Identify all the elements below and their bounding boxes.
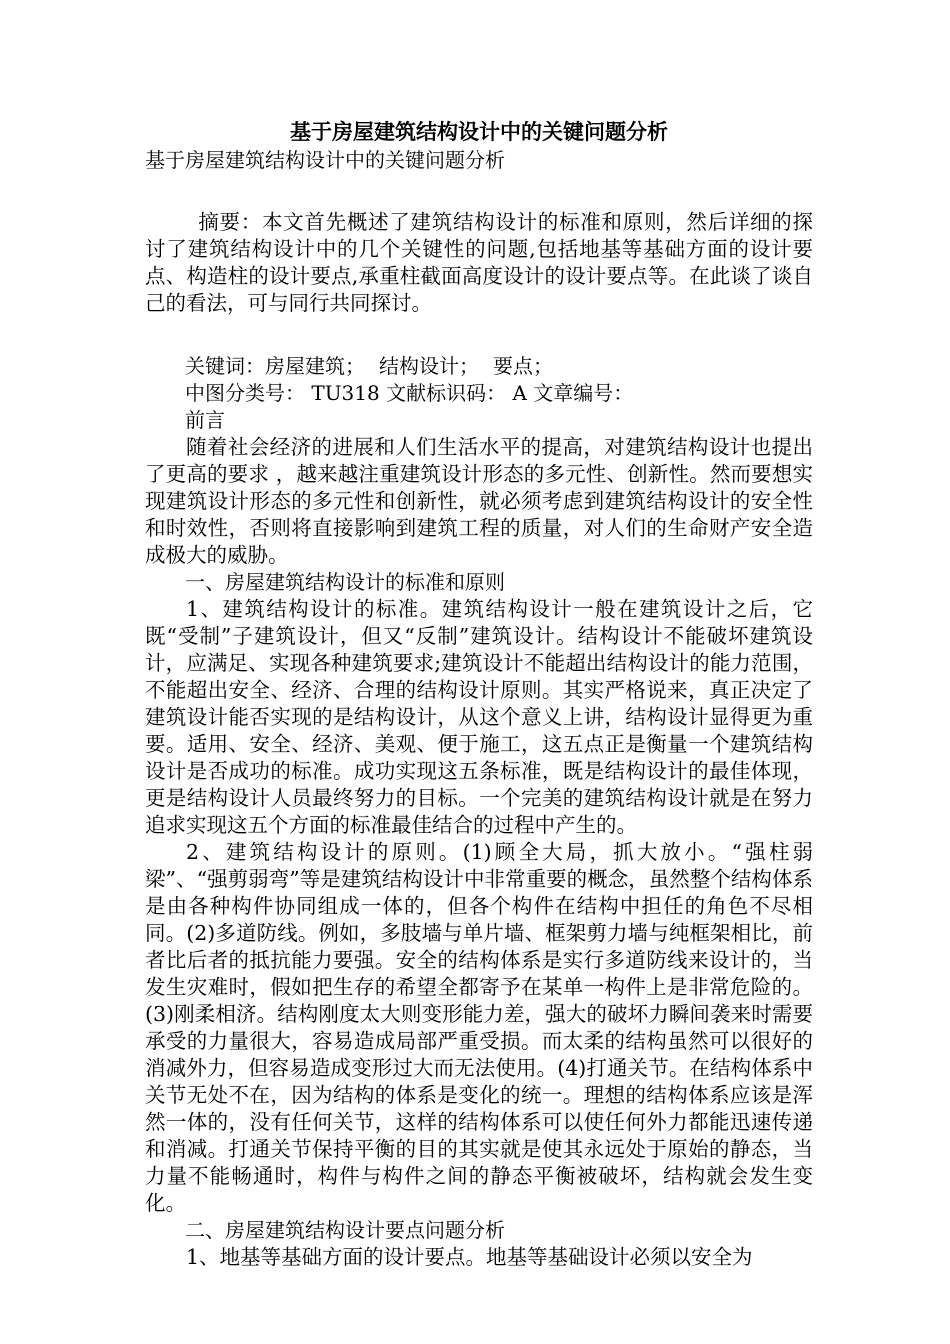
spacer — [145, 174, 813, 209]
section-heading-2: 二、房屋建筑结构设计要点问题分析 — [185, 1218, 505, 1242]
section2-paragraph-1: 1、地基等基础方面的设计要点。地基等基础设计必须以安全为 — [186, 1245, 753, 1269]
keywords-line — [145, 353, 813, 380]
keywords-label: 关键词： — [185, 354, 265, 378]
classification-line: 中图分类号： TU318 文献标识码： A 文章编号： — [185, 381, 634, 405]
preface-heading: 前言 — [185, 408, 225, 432]
abstract-paragraph: 摘要：本文首先概述了建筑结构设计的标准和原则，然后详细的探讨了建筑结构设计中的几个关键性的问题,包括地基等基础方面的设计要点、构造柱的设计要点,承重柱截面高度设计的设计要点等。在此谈了谈自己的看法，可与同行共同探讨。 — [145, 210, 813, 315]
keyword: 要点； — [493, 354, 553, 378]
keyword: 房屋建筑； — [265, 354, 365, 378]
document-subtitle: 基于房屋建筑结构设计中的关键问题分析 — [145, 148, 505, 172]
section1-paragraph-2: 2、建筑结构设计的原则。(1)顾全大局，抓大放小。“强柱弱梁”、“强剪弱弯”等是建筑结构设计中非常重要的概念，虽然整个结构体系是由各种构件协同组成一体的，但各个构件在结构中担任的角色不尽相同。(2)多道防线。例如，多肢墙与单片墙、框架剪力墙与纯框架相比，前者比后者的抵抗能力要强。安全的结构体系是实行多道防线来设计的，当发生灾难时，假如把生存的希望全都寄予在某单一构件上是非常危险的。(3)刚柔相济。结构刚度太大则变形能力差，强大的破坏力瞬间袭来时需要承受的力量很大，容易造成局部严重受损。而太柔的结构虽然可以很好的消减外力，但容易造成变形过大而无法使用。(4)打通关节。在结构体系中关节无处不在，因为结构的体系是变化的统一。理想的结构体系应该是浑然一体的，没有任何关节，这样的结构体系可以使任何外力都能迅速传递和消减。打通关节保持平衡的目的其实就是使其永远处于原始的静态，当力量不能畅通时，构件与构件之间的静态平衡被破坏，结构就会发生变化。 — [145, 840, 813, 1215]
spacer — [145, 317, 813, 353]
keyword: 结构设计； — [379, 354, 479, 378]
document-page — [145, 118, 813, 1271]
document-title: 基于房屋建筑结构设计中的关键问题分析 — [290, 119, 668, 144]
section-heading-1: 一、房屋建筑结构设计的标准和原则 — [185, 570, 505, 594]
preface-paragraph: 随着社会经济的进展和人们生活水平的提高，对建筑结构设计也提出了更高的要求 ，越来越注重建筑设计形态的多元性、创新性。然而要想实现建筑设计形态的多元性和创新性，就必须考虑到建筑结构设计的安全性和时效性，否则将直接影响到建筑工程的质量，对人们的生命财产安全造成极大的威胁。 — [145, 435, 813, 567]
section1-paragraph-1: 1、建筑结构设计的标准。建筑结构设计一般在建筑设计之后，它既“受制”子建筑设计，但又“反制”建筑设计。结构设计不能破坏建筑设计，应满足、实现各种建筑要求;建筑设计不能超出结构设计的能力范围，不能超出安全、经济、合理的结构设计原则。其实严格说来，真正决定了建筑设计能否实现的是结构设计，从这个意义上讲，结构设计显得更为重要。适用、安全、经济、美观、便于施工，这五点正是衡量一个建筑结构设计是否成功的标准。成功实现这五条标准，既是结构设计的最佳体现，更是结构设计人员最终努力的目标。一个完美的建筑结构设计就是在努力追求实现这五个方面的标准最佳结合的过程中产生的。 — [145, 597, 813, 837]
